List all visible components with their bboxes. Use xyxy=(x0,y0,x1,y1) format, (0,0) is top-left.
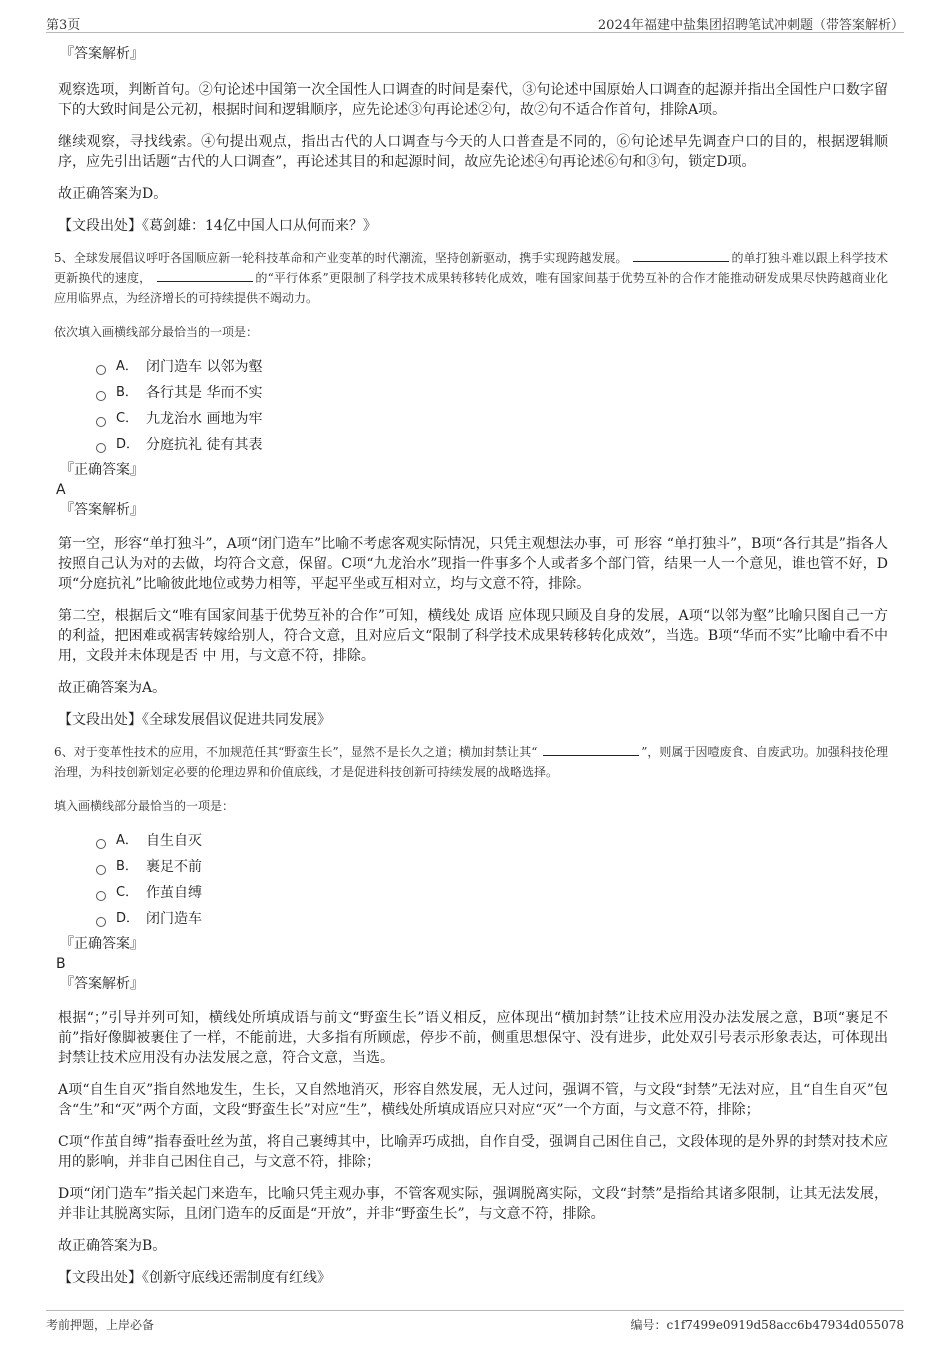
source-citation: 【文段出处】《葛剑雄：14亿中国人口从何而来？》 xyxy=(58,218,377,234)
question-prompt: 依次填入画横线部分最恰当的一项是： xyxy=(54,325,259,339)
analysis-paragraph: A项“自生自灭”指自然地发生，生长，又自然地消灭，形容自然发展，无人过问，强调不管，与文段“封禁”无法对应，且“自生自灭”包含“生”和“灭”两个方面，文段“野蛮生长”对应“生”，横线处所填成语应只对应“灭”一个方面，与文意不符，排除； xyxy=(58,1082,888,1118)
option-key: B． xyxy=(116,385,138,400)
page-content xyxy=(54,44,888,1288)
analysis-label: 『答案解析』 xyxy=(60,46,144,62)
source-citation: 【文段出处】《创新守底线还需制度有红线》 xyxy=(58,1270,331,1286)
correct-answer-label: 『正确答案』 xyxy=(60,462,144,478)
option-text: 闭门造车 xyxy=(146,911,202,927)
question-text: ”，则属于因噎废食、自废武功。加强科技伦理治理，为科技创新划定必要的伦理边界和价值底线，才是促进科技创新可持续发展的战略选择。 xyxy=(54,745,888,779)
correct-answer: A xyxy=(56,482,66,498)
option-text: 各行其是 华而不实 xyxy=(146,385,263,401)
radio-icon[interactable] xyxy=(96,365,106,375)
option-key: D． xyxy=(116,911,140,926)
radio-icon[interactable] xyxy=(96,391,106,401)
option-key: A． xyxy=(116,359,138,374)
option-a[interactable] xyxy=(96,354,888,380)
option-c[interactable] xyxy=(96,880,888,906)
analysis-paragraph: 第一空，形容“单打独斗”，A项“闭门造车”比喻不考虑客观实际情况，只凭主观想法办事，可 形容 “单打独斗”，B项“各行其是”指各人按照自己认为对的去做，均符合文意，保留。C项“九龙治水”现指一件事多个人或者多个部门管，结果一人一个意见，谁也管不好，D项“分庭抗礼”比喻彼此地位或势力相等，平起平坐或互相对立，均与文意不符，排除。 xyxy=(58,536,888,592)
page-number: 第3页 xyxy=(46,18,81,33)
radio-icon[interactable] xyxy=(96,917,106,927)
answer-statement: 故正确答案为D。 xyxy=(58,186,168,202)
question-text: 5、全球发展倡议呼吁各国顺应新一轮科技革命和产业变革的时代潮流，坚持创新驱动，携手实现跨越发展。 xyxy=(54,251,628,265)
question-text: 的“平行体系”更限制了科学技术成果转移转化成效，唯有国家间基于优势互补的合作才能推动研发成果尽快跨越商业化应用临界点，为经济增长的可持续提供不竭动力。 xyxy=(54,271,888,305)
fill-blank xyxy=(157,268,253,282)
radio-icon[interactable] xyxy=(96,417,106,427)
analysis-paragraph: 第二空，根据后文“唯有国家间基于优势互补的合作”可知，横线处 成语 应体现只顾及自身的发展，A项“以邻为壑”比喻只图自己一方的利益，把困难或祸害转嫁给别人，符合文意，且对应后文“限制了科学技术成果转移转化成效”，当选。B项“华而不实”比喻中看不中用，文段并未体现是否 中 用，与文意不符，排除。 xyxy=(58,608,888,664)
option-text: 九龙治水 画地为牢 xyxy=(146,411,263,427)
option-a[interactable] xyxy=(96,828,888,854)
question-prompt: 填入画横线部分最恰当的一项是： xyxy=(54,799,235,813)
question-6-stem xyxy=(54,742,888,782)
option-d[interactable] xyxy=(96,906,888,932)
question-5-stem xyxy=(54,248,888,308)
option-d[interactable] xyxy=(96,432,888,458)
answer-statement: 故正确答案为B。 xyxy=(58,1238,167,1254)
analysis-paragraph: 继续观察，寻找线索。④句提出观点，指出古代的人口调查与今天的人口普查是不同的，⑥句论述早先调查户口的目的，根据逻辑顺序，应先引出话题“古代的人口调查”，再论述其目的和起源时间，故应先论述④句再论述⑥句和③句，锁定D项。 xyxy=(58,134,888,170)
option-text: 作茧自缚 xyxy=(146,885,202,901)
option-b[interactable] xyxy=(96,380,888,406)
answer-statement: 故正确答案为A。 xyxy=(58,680,167,696)
option-b[interactable] xyxy=(96,854,888,880)
correct-answer-label: 『正确答案』 xyxy=(60,936,144,952)
analysis-paragraph: C项“作茧自缚”指春蚕吐丝为茧，将自己裹缚其中，比喻弄巧成拙，自作自受，强调自己困住自己，文段体现的是外界的封禁对技术应用的影响，并非自己困住自己，与文意不符，排除； xyxy=(58,1134,888,1170)
analysis-paragraph: D项“闭门造车”指关起门来造车，比喻只凭主观办事，不管客观实际，强调脱离实际，文段“封禁”是指给其诸多限制，让其无法发展，并非让其脱离实际，且闭门造车的反面是“开放”，并非“野蛮生长”，与文意不符，排除。 xyxy=(58,1186,888,1222)
document-code: 编号：c1f7499e0919d58acc6b47934d055078 xyxy=(630,1318,904,1332)
option-text: 闭门造车 以邻为壑 xyxy=(146,359,263,375)
page-header xyxy=(46,10,904,33)
fill-blank xyxy=(543,742,639,756)
option-key: D． xyxy=(116,437,140,452)
radio-icon[interactable] xyxy=(96,865,106,875)
document-title: 2024年福建中盐集团招聘笔试冲刺题（带答案解析） xyxy=(597,18,904,33)
option-text: 裹足不前 xyxy=(146,859,202,875)
radio-icon[interactable] xyxy=(96,891,106,901)
radio-icon[interactable] xyxy=(96,839,106,849)
option-key: C． xyxy=(116,885,139,900)
question-text: 6、对于变革性技术的应用，不加规范任其“野蛮生长”，显然不是长久之道；横加封禁让其“ xyxy=(54,745,538,759)
analysis-label: 『答案解析』 xyxy=(60,502,144,518)
fill-blank xyxy=(633,248,729,262)
option-c[interactable] xyxy=(96,406,888,432)
question-text: 的单打独斗难以跟上科学技术更新换代的速度， xyxy=(54,251,888,285)
page-footer xyxy=(46,1310,904,1335)
option-key: A． xyxy=(116,833,138,848)
analysis-paragraph: 根据“；”引导并列可知，横线处所填成语与前文“野蛮生长”语义相反，应体现出“横加封禁”让技术应用没办法发展之意，B项“裹足不前”指好像脚被裹住了一样，不能前进，大多指有所顾虑，停步不前，侧重思想保守、没有进步，此处双引号表示形象表达，可体现出封禁让技术应用没有办法发展之意，符合文意，当选。 xyxy=(58,1010,888,1066)
options-list xyxy=(96,354,888,458)
analysis-label: 『答案解析』 xyxy=(60,976,144,992)
option-text: 自生自灭 xyxy=(146,833,202,849)
footer-slogan: 考前押题，上岸必备 xyxy=(46,1318,155,1332)
option-text: 分庭抗礼 徒有其表 xyxy=(146,437,263,453)
option-key: B． xyxy=(116,859,138,874)
correct-answer: B xyxy=(56,956,66,972)
radio-icon[interactable] xyxy=(96,443,106,453)
options-list xyxy=(96,828,888,932)
option-key: C． xyxy=(116,411,139,426)
source-citation: 【文段出处】《全球发展倡议促进共同发展》 xyxy=(58,712,331,728)
analysis-paragraph: 观察选项，判断首句。②句论述中国第一次全国性人口调查的时间是秦代，③句论述中国原始人口调查的起源并指出全国性户口数字留下的大致时间是公元初，根据时间和逻辑顺序，应先论述③句再论述②句，故②句不适合作首句，排除A项。 xyxy=(58,82,888,118)
